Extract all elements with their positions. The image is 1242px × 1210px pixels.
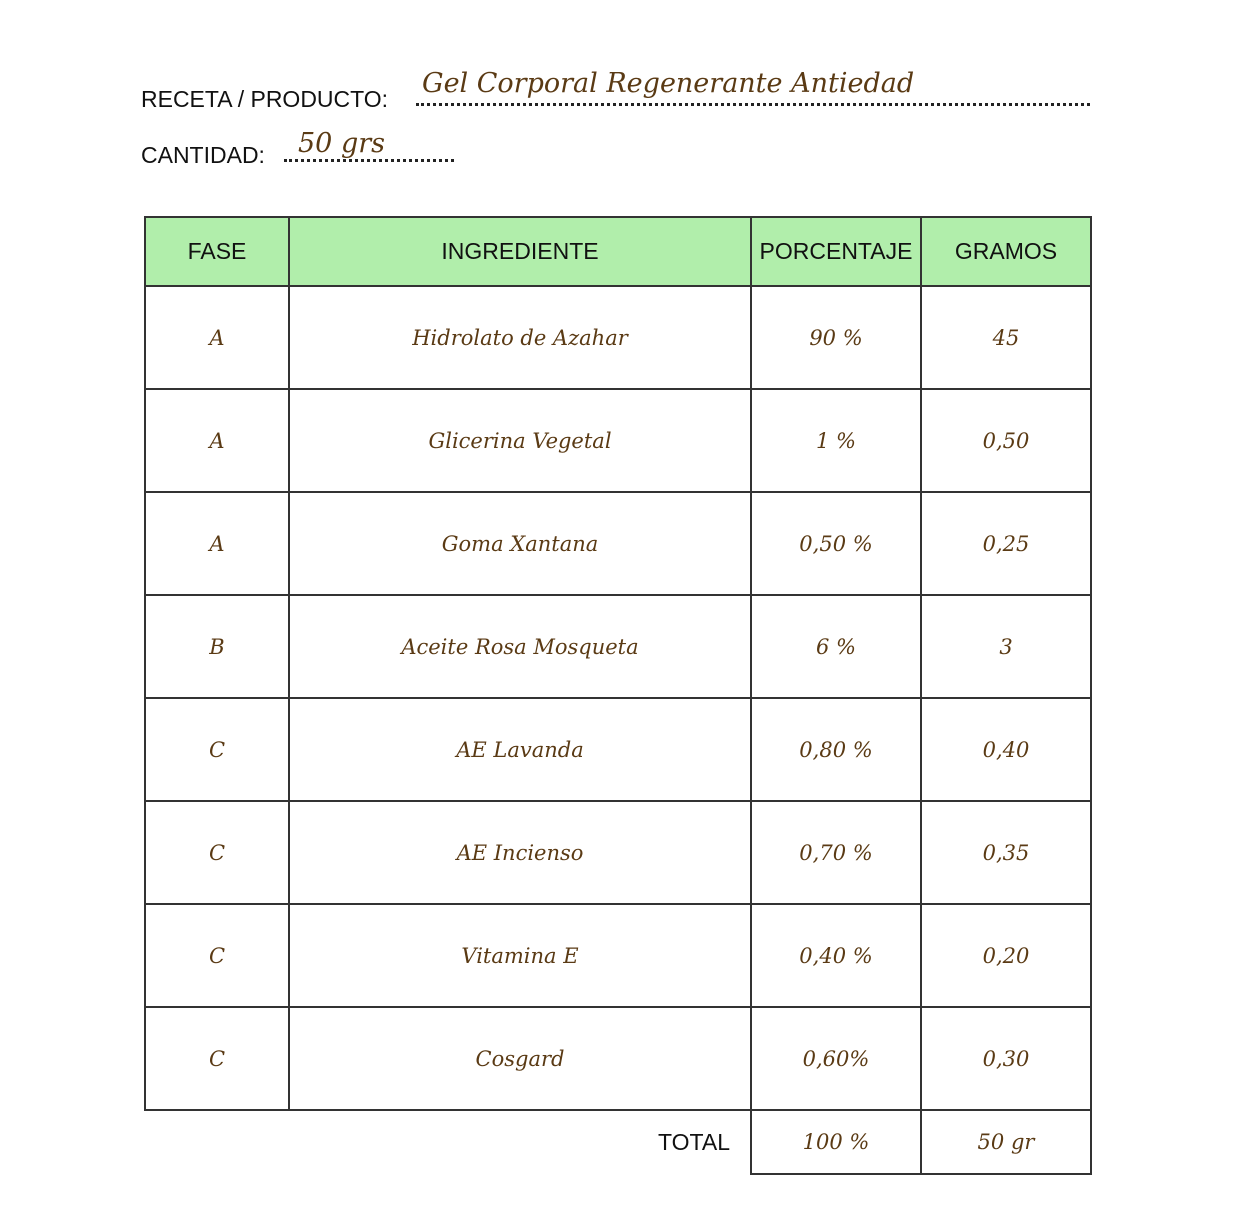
fase-cell: A — [145, 492, 289, 595]
quantity-label: CANTIDAD: — [141, 142, 265, 168]
column-header-gramos: GRAMOS — [921, 217, 1091, 286]
porcentaje-cell: 0,40 % — [751, 904, 921, 1007]
column-header-ingrediente: INGREDIENTE — [289, 217, 751, 286]
fase-cell: A — [145, 286, 289, 389]
ingrediente-cell: AE Lavanda — [289, 698, 751, 801]
fase-cell: C — [145, 698, 289, 801]
table-row — [145, 801, 1091, 904]
porcentaje-cell: 90 % — [751, 286, 921, 389]
table-row — [145, 286, 1091, 389]
gramos-cell: 0,25 — [921, 492, 1091, 595]
quantity-dotted-line — [284, 159, 454, 162]
fase-cell: A — [145, 389, 289, 492]
table-row — [145, 389, 1091, 492]
gramos-cell: 0,35 — [921, 801, 1091, 904]
gramos-cell: 0,50 — [921, 389, 1091, 492]
ingrediente-cell: Hidrolato de Azahar — [289, 286, 751, 389]
recipe-value: Gel Corporal Regenerante Antiedad — [422, 68, 915, 99]
fase-cell: C — [145, 1007, 289, 1110]
porcentaje-cell: 6 % — [751, 595, 921, 698]
gramos-cell: 45 — [921, 286, 1091, 389]
gramos-cell: 3 — [921, 595, 1091, 698]
total-porcentaje-cell: 100 % — [751, 1110, 921, 1174]
column-header-porcentaje: PORCENTAJE — [751, 217, 921, 286]
table-row — [145, 595, 1091, 698]
ingrediente-cell: Glicerina Vegetal — [289, 389, 751, 492]
table-row — [145, 904, 1091, 1007]
fase-cell: B — [145, 595, 289, 698]
recipe-dotted-line — [416, 103, 1090, 106]
total-label: TOTAL — [658, 1129, 730, 1155]
ingrediente-cell: Aceite Rosa Mosqueta — [289, 595, 751, 698]
total-row — [145, 1110, 1091, 1174]
porcentaje-cell: 0,70 % — [751, 801, 921, 904]
gramos-cell: 0,30 — [921, 1007, 1091, 1110]
gramos-cell: 0,20 — [921, 904, 1091, 1007]
column-header-fase: FASE — [145, 217, 289, 286]
porcentaje-cell: 0,80 % — [751, 698, 921, 801]
table-row — [145, 698, 1091, 801]
table-header-row — [145, 217, 1091, 286]
porcentaje-cell: 1 % — [751, 389, 921, 492]
ingrediente-cell: Goma Xantana — [289, 492, 751, 595]
fase-cell: C — [145, 904, 289, 1007]
gramos-cell: 0,40 — [921, 698, 1091, 801]
porcentaje-cell: 0,60% — [751, 1007, 921, 1110]
porcentaje-cell: 0,50 % — [751, 492, 921, 595]
table-row — [145, 492, 1091, 595]
fase-cell: C — [145, 801, 289, 904]
ingrediente-cell: Cosgard — [289, 1007, 751, 1110]
ingrediente-cell: Vitamina E — [289, 904, 751, 1007]
total-gramos-cell: 50 gr — [921, 1110, 1091, 1174]
quantity-value: 50 grs — [298, 128, 385, 159]
ingrediente-cell: AE Incienso — [289, 801, 751, 904]
recipe-label: RECETA / PRODUCTO: — [141, 86, 389, 112]
recipe-table — [144, 216, 1092, 1175]
table-row — [145, 1007, 1091, 1110]
